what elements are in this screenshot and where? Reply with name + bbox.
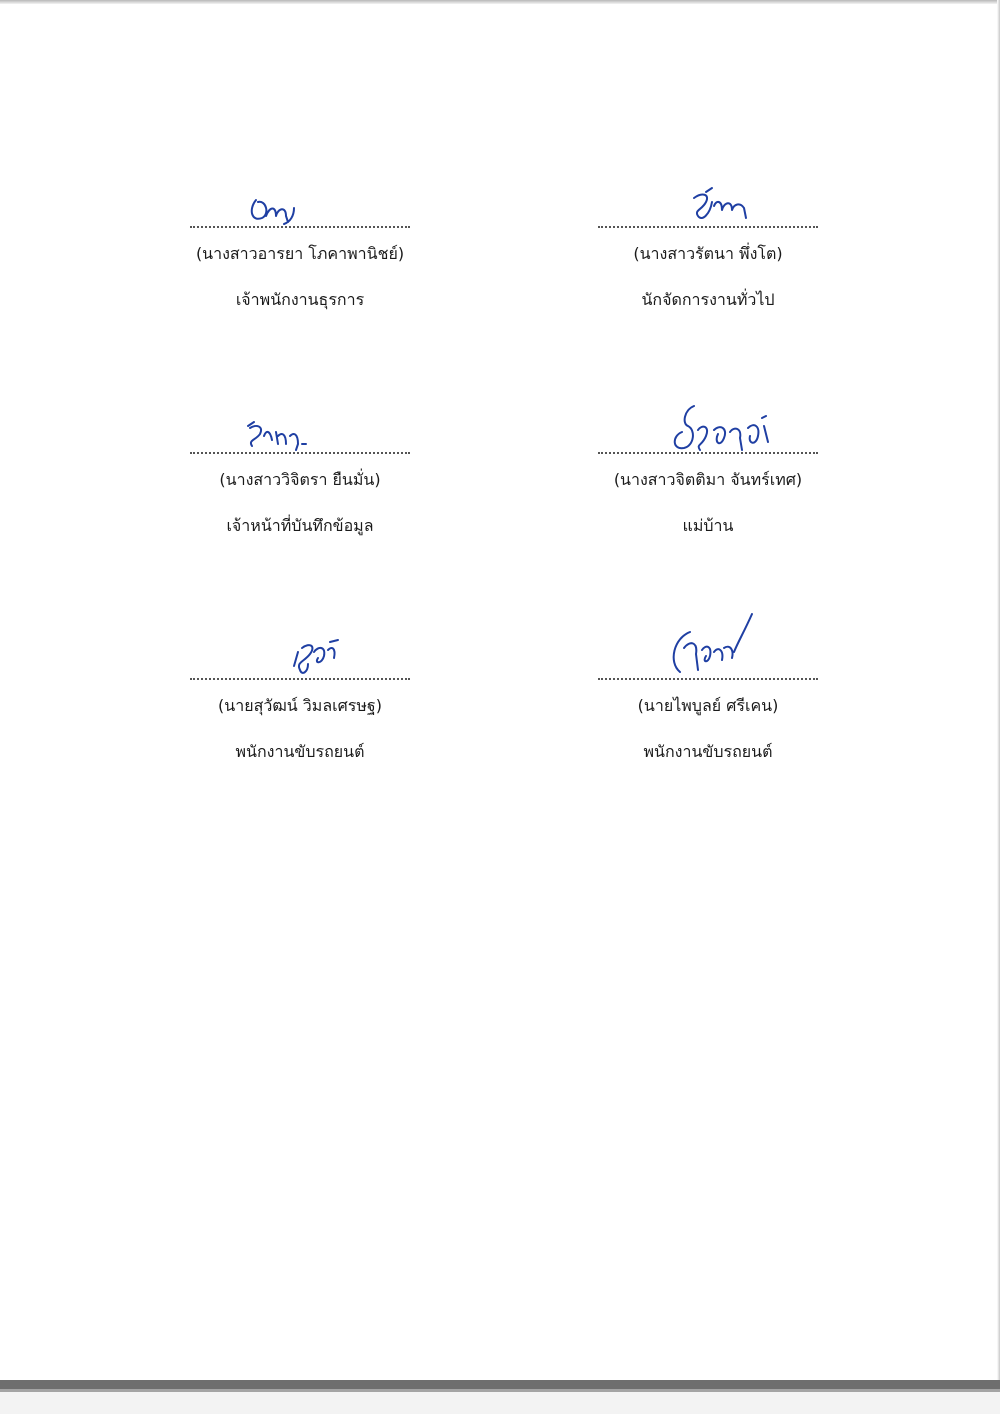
signatory-name: (นางสาวอารยา โภคาพานิชย์) [195, 244, 405, 263]
signatory-position: เจ้าพนักงานธุรการ [235, 290, 365, 309]
signature-line [190, 216, 410, 228]
signatory-name: (นายไพบูลย์ ศรีเคน) [637, 696, 779, 715]
signatory-name: (นางสาวจิตติมา จันทร์เทศ) [613, 470, 803, 489]
scan-top-edge [0, 0, 1000, 4]
signature-line [190, 668, 410, 680]
signature-line [598, 442, 818, 454]
signatory-name: (นางสาววิจิตรา ยืนมั่น) [219, 470, 381, 489]
signature-block-5 [170, 622, 430, 772]
signature-block-4 [578, 396, 838, 546]
signatory-position: พนักงานขับรถยนต์ [643, 742, 773, 761]
signatory-position: แม่บ้าน [682, 516, 734, 535]
signatory-name: (นายสุวัฒน์ วิมลเศรษฐ) [218, 696, 382, 715]
signature-line [598, 216, 818, 228]
signatory-position: เจ้าหน้าที่บันทึกข้อมูล [226, 516, 374, 535]
signature-block-6 [578, 622, 838, 772]
signatory-position: นักจัดการงานทั่วไป [641, 290, 775, 309]
scan-bottom-edge [0, 1380, 1000, 1389]
scan-bottom-edge-shadow [0, 1389, 1000, 1392]
signature-block-3 [170, 396, 430, 546]
signature-line [190, 442, 410, 454]
signature-block-2 [578, 170, 838, 320]
signature-block-1 [170, 170, 430, 320]
signature-line [598, 668, 818, 680]
signatory-name: (นางสาวรัตนา พึ่งโต) [633, 244, 783, 263]
signatory-position: พนักงานขับรถยนต์ [235, 742, 365, 761]
